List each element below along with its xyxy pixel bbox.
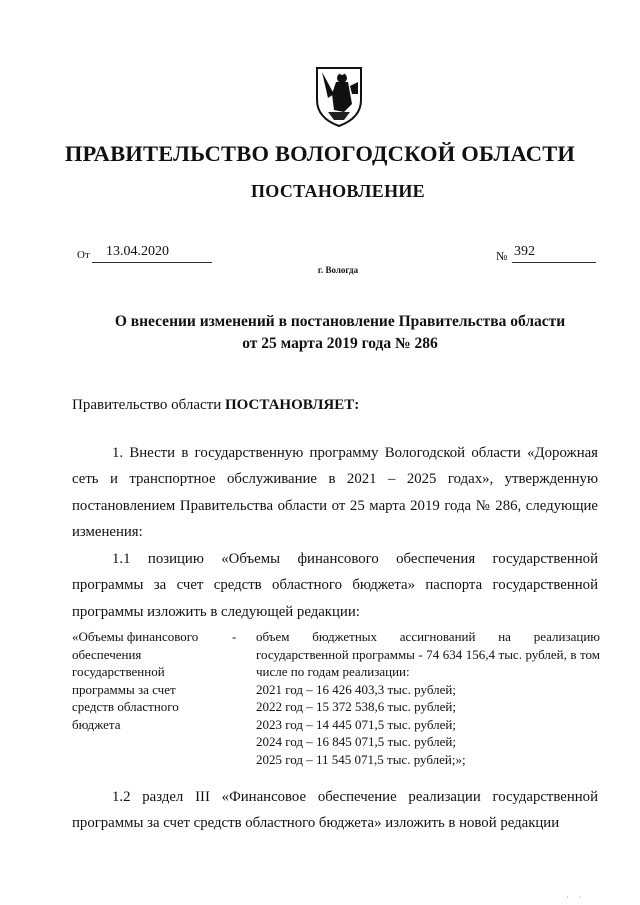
funding-table-values <box>256 628 600 768</box>
paragraph-1-1: 1.1 позицию «Объемы финансового обеспечения государственной программы за счет средств областного бюджета» паспорта государственной программы изложить в следующей редакции: <box>72 551 598 620</box>
date-value: 13.04.2020 <box>92 244 212 263</box>
funding-line: 2024 год – 16 845 071,5 тыс. рублей; <box>256 734 456 749</box>
number-label: № <box>496 249 508 263</box>
paragraph-1-2: 1.2 раздел III «Финансовое обеспечение реализации государственной программы за счет средств областного бюджета» изложить в новой редакции <box>72 789 598 832</box>
organization-title: ПРАВИТЕЛЬСТВО ВОЛОГОДСКОЙ ОБЛАСТИ <box>64 141 576 166</box>
subject-line-1: О внесении изменений в постановление Правительства области <box>114 313 566 330</box>
funding-line: объем бюджетных ассигнований на реализацию государственной программы - 74 634 156,4 тыс. рублей, в том числе по годам реализации: <box>256 629 600 679</box>
coat-of-arms-icon <box>314 64 364 128</box>
funding-line: 2025 год – 11 545 071,5 тыс. рублей;»; <box>256 751 466 767</box>
decree-keyword: ПОСТАНОВЛЯЕТ: <box>224 397 360 413</box>
funding-line: 2021 год – 16 426 403,3 тыс. рублей; <box>256 681 456 697</box>
date-label: От <box>77 249 90 261</box>
funding-line: 2022 год – 15 372 538,6 тыс. рублей; <box>256 699 456 714</box>
document-subject <box>70 311 610 355</box>
funding-table-label: «Объемы финансового обеспечения государственной программы за счет средств областного бюджета <box>72 629 199 732</box>
number-value: 392 <box>512 244 596 263</box>
funding-table-dash: - <box>232 629 237 644</box>
document-type: ПОСТАНОВЛЕНИЕ <box>251 181 425 201</box>
decree-prefix: Правительство области <box>72 397 225 413</box>
paragraph-1: 1. Внести в государственную программу Вологодской области «Дорожная сеть и транспортное обслуживание в 2021 – 2025 годах», утвержденную постановлением Правительства области от 25 марта 2019 года № 286, следующие изменения: <box>72 445 598 541</box>
subject-line-2: от 25 марта 2019 года № 286 <box>242 335 438 352</box>
page-corner-mark: · · <box>566 893 586 902</box>
decree-statement <box>72 397 359 414</box>
funding-line: 2023 год – 14 445 071,5 тыс. рублей; <box>256 716 456 732</box>
city-label: г. Вологда <box>317 265 359 275</box>
